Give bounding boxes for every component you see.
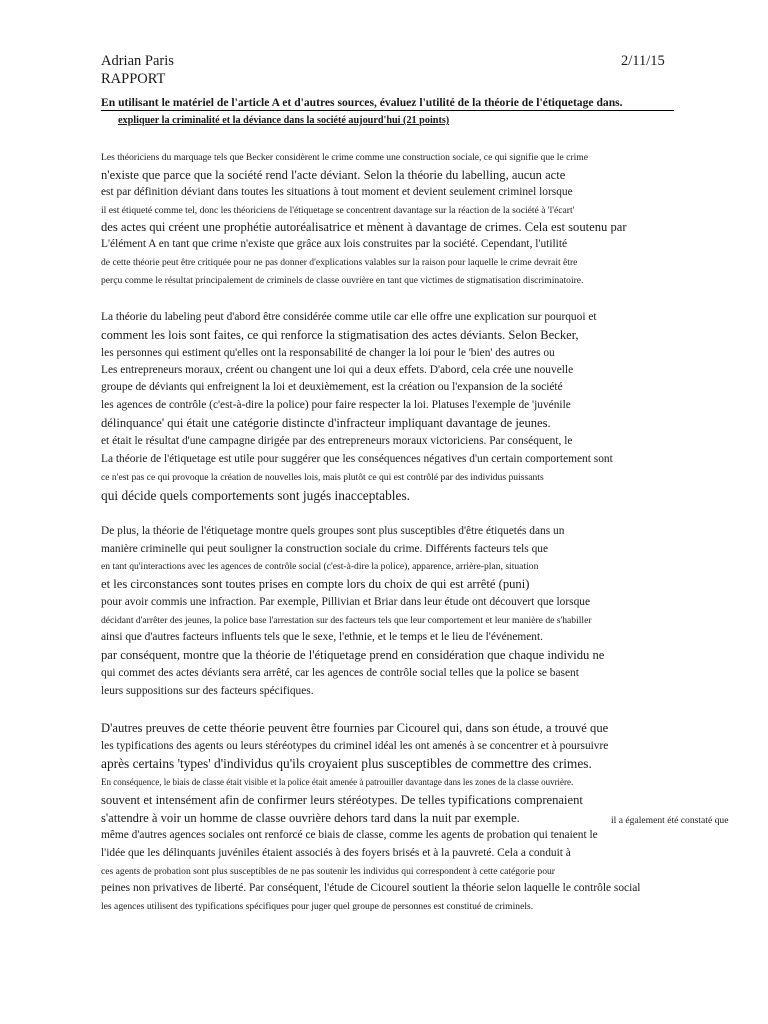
text-line: De plus, la théorie de l'étiquetage montre quels groupes sont plus susceptibles d'être étiquetés dans un bbox=[101, 525, 565, 537]
text-line: souvent et intensément afin de confirmer leurs stéréotypes. De telles typifications comprenaient bbox=[101, 793, 583, 807]
text-line: est par définition déviant dans toutes les situations à tout moment et devient seulement criminel lorsque bbox=[101, 186, 573, 198]
text-line: et était le résultat d'une campagne dirigée par des entrepreneurs moraux victoriciens. Par conséquent, le bbox=[101, 435, 573, 447]
text-line: les personnes qui estiment qu'elles ont la responsabilité de changer la loi pour le 'bien' des autres ou bbox=[101, 347, 555, 359]
text-line: ce n'est pas ce qui provoque la création de nouvelles lois, mais plutôt ce qui est contrôlé par des individus puissants bbox=[101, 472, 544, 483]
text-line: La théorie de l'étiquetage est utile pour suggérer que les conséquences négatives d'un certain comportement sont bbox=[101, 453, 613, 465]
author-name: Adrian Paris bbox=[101, 53, 174, 69]
text-line: il est étiqueté comme tel, donc les théoriciens de l'étiquetage se concentrent davantage sur la réaction de la société à 'l'écart' bbox=[101, 205, 575, 216]
text-line: qui décide quels comportements sont jugés inacceptables. bbox=[101, 488, 411, 503]
text-line: manière criminelle qui peut souligner la construction sociale du crime. Différents facteurs tels que bbox=[101, 543, 549, 555]
text-line: peines non privatives de liberté. Par conséquent, l'étude de Cicourel soutient la théorie selon laquelle le contrôle social bbox=[101, 882, 641, 894]
text-line: D'autres preuves de cette théorie peuvent être fournies par Cicourel qui, dans son étude, a trouvé que bbox=[101, 721, 609, 735]
text-line: comment les lois sont faites, ce qui renforce la stigmatisation des actes déviants. Selon Becker, bbox=[101, 328, 579, 342]
text-line: En conséquence, le biais de classe était visible et la police était amenée à patrouiller davantage dans les zones de la classe ouvrière. bbox=[101, 777, 574, 787]
report-date: 2/11/15 bbox=[621, 53, 665, 69]
text-line: les typifications des agents ou leurs stéréotypes du criminel idéal les ont amenés à se concentrer et à poursuivre bbox=[101, 740, 609, 752]
text-line: La théorie du labeling peut d'abord être considérée comme utile car elle offre une explication sur pourquoi et bbox=[101, 311, 597, 323]
text-line: après certains 'types' d'individus qu'ils croyaient plus susceptibles de commettre des crimes. bbox=[101, 756, 592, 771]
text-line: par conséquent, montre que la théorie de l'étiquetage prend en considération que chaque individu ne bbox=[101, 648, 605, 662]
text-line: Les entrepreneurs moraux, créent ou changent une loi qui a deux effets. D'abord, cela crée une nouvelle bbox=[101, 364, 574, 376]
text-line: et les circonstances sont toutes prises en compte lors du choix de qui est arrêté (puni) bbox=[101, 577, 530, 591]
text-line: des actes qui créent une prophétie autoréalisatrice et mènent à davantage de crimes. Cela est soutenu par bbox=[101, 220, 627, 234]
text-line: il a également été constaté que bbox=[611, 815, 729, 826]
text-line: n'existe que parce que la société rend l'acte déviant. Selon la théorie du labelling, aucun acte bbox=[101, 168, 566, 182]
text-line: L'élément A en tant que crime n'existe que grâce aux lois construites par la société. Cependant, l'utilité bbox=[101, 238, 568, 250]
text-line: de cette théorie peut être critiquée pour ne pas donner d'explications valables sur la raison pour laquelle le crime devrait être bbox=[101, 257, 578, 268]
text-line: ces agents de probation sont plus susceptibles de ne pas soutenir les individus qui correspondent à cette catégorie pour bbox=[101, 866, 555, 877]
text-line: l'idée que les délinquants juvéniles étaient associés à des foyers brisés et à la pauvreté. Cela a conduit à bbox=[101, 847, 571, 859]
text-line: leurs suppositions sur des facteurs spécifiques. bbox=[101, 685, 314, 697]
text-line: délinquance' qui était une catégorie distincte d'infracteur impliquant davantage de jeunes. bbox=[101, 416, 551, 430]
text-line: perçu comme le résultat principalement de criminels de classe ouvrière en tant que victimes de stigmatisation discriminatoire. bbox=[101, 275, 584, 286]
text-line: en tant qu'interactions avec les agences de contrôle social (c'est-à-dire la police), apparence, arrière-plan, situation bbox=[101, 561, 539, 572]
text-line: qui commet des actes déviants sera arrêté, car les agences de contrôle social telles que la police se basent bbox=[101, 667, 579, 679]
question-title-line-1: En utilisant le matériel de l'article A et d'autres sources, évaluez l'utilité de la théorie de l'étiquetage dans. bbox=[101, 96, 674, 111]
doc-type-label: RAPPORT bbox=[101, 71, 166, 87]
text-line: les agences de contrôle (c'est-à-dire la police) pour faire respecter la loi. Platuses l'exemple de 'juvénile bbox=[101, 399, 571, 411]
text-line: Les théoriciens du marquage tels que Becker considèrent le crime comme une construction sociale, ce qui signifie que le crime bbox=[101, 152, 588, 163]
text-line: les agences utilisent des typifications spécifiques pour juger quel groupe de personnes est constitué de criminels. bbox=[101, 901, 534, 912]
text-line: ainsi que d'autres facteurs influents tels que le sexe, l'ethnie, et le temps et le lieu de l'événement. bbox=[101, 631, 544, 643]
text-line: décidant d'arrêter des jeunes, la police base l'arrestation sur des facteurs tels que leur comportement et leur manière de s'habiller bbox=[101, 615, 592, 626]
text-line: pour avoir commis une infraction. Par exemple, Pillivian et Briar dans leur étude ont découvert que lorsque bbox=[101, 596, 591, 608]
text-line: groupe de déviants qui enfreignent la loi et deuxièmement, est la création ou l'expansion de la société bbox=[101, 381, 563, 393]
text-line: s'attendre à voir un homme de classe ouvrière dehors tard dans la nuit par exemple. bbox=[101, 811, 520, 825]
text-line: même d'autres agences sociales ont renforcé ce biais de classe, comme les agents de probation qui tenaient le bbox=[101, 829, 598, 841]
question-title-line-2: expliquer la criminalité et la déviance dans la société aujourd'hui (21 points) bbox=[118, 115, 450, 126]
